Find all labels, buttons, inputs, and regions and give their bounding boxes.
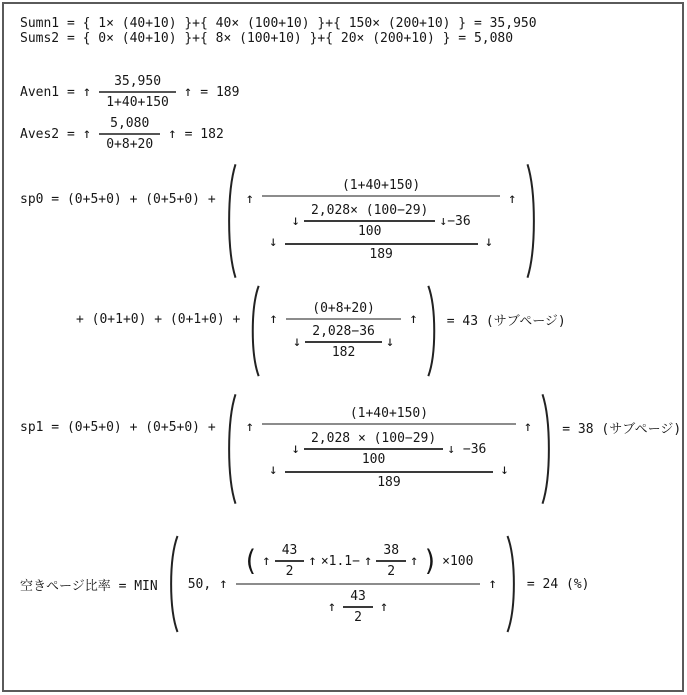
floor-open-icon: ↓ bbox=[269, 233, 278, 250]
sp0-lhs: sp0 = (0+5+0) + (0+5+0) + bbox=[20, 191, 216, 207]
fraction-denominator: 2 bbox=[387, 564, 396, 579]
ceiling-close-icon: ↑ bbox=[488, 576, 497, 592]
fraction-numerator bbox=[285, 199, 478, 243]
fraction-numerator bbox=[285, 427, 494, 471]
sums2-line: Sums2 = { 0× (40+10) }+{ 8× (100+10) }+{ 20× (200+10) } = 5,080 bbox=[20, 31, 514, 46]
ceiling-open-icon: ↑ bbox=[363, 553, 373, 569]
fraction-denominator bbox=[262, 425, 516, 494]
left-paren bbox=[166, 534, 180, 634]
sp0-big-fraction bbox=[262, 176, 500, 266]
half-fraction-38 bbox=[376, 541, 406, 581]
floor-close-minus: ↓ −36 bbox=[447, 441, 487, 457]
fraction-denominator: 0+8+20 bbox=[106, 137, 154, 152]
sumn1-line: Sumn1 = { 1× (40+10) }+{ 40× (100+10) }+{ 150× (200+10) } = 35,950 bbox=[20, 16, 537, 31]
right-paren bbox=[525, 162, 539, 280]
ratio-middle-operator: ×1.1− bbox=[320, 553, 360, 569]
ceiling-open-icon: ↑ bbox=[245, 419, 255, 435]
sp1-mid-fraction bbox=[285, 427, 494, 492]
fraction-denominator: 100 bbox=[357, 224, 382, 239]
aven1-formula bbox=[20, 72, 672, 112]
inner-fraction bbox=[305, 322, 382, 362]
aves2-lhs: Aves2 = bbox=[20, 126, 75, 142]
floor-open-icon: ↓ bbox=[291, 213, 300, 229]
fraction-numerator: 2,028 × (100−29) bbox=[310, 431, 437, 446]
aven1-result: = 189 bbox=[200, 84, 240, 100]
fraction-denominator: 182 bbox=[331, 344, 356, 360]
half-fraction-43 bbox=[275, 541, 305, 581]
sp1-lhs: sp1 = (0+5+0) + (0+5+0) + bbox=[20, 419, 216, 435]
sp0-mid-fraction bbox=[285, 199, 478, 264]
fraction-denominator: 2 bbox=[354, 610, 362, 625]
sp0-cont-fraction bbox=[286, 299, 402, 364]
sp1-inner-fraction bbox=[304, 429, 443, 469]
aves2-result: = 182 bbox=[184, 126, 224, 142]
ceiling-open-icon: ↑ bbox=[262, 553, 271, 569]
times-100: ×100 bbox=[442, 553, 474, 569]
ceiling-open-icon: ↑ bbox=[327, 599, 337, 615]
fraction-numerator bbox=[236, 539, 481, 583]
ratio-big-fraction bbox=[236, 539, 481, 629]
sp0-formula bbox=[20, 162, 672, 280]
ratio-result: = 24 (%) bbox=[526, 576, 590, 592]
floor-close-icon: ↓ bbox=[500, 461, 509, 478]
left-paren bbox=[224, 392, 238, 506]
aven1-fraction bbox=[99, 72, 176, 112]
floor-close-minus: ↓−36 bbox=[439, 213, 471, 229]
ceiling-close-icon: ↑ bbox=[379, 599, 389, 615]
group-open-paren: ( bbox=[242, 544, 259, 578]
sp0-continuation-formula bbox=[76, 284, 672, 378]
aven1-lhs: Aven1 = bbox=[20, 84, 75, 100]
floor-close-icon: ↓ bbox=[484, 233, 494, 250]
fraction-numerator: (1+40+150) bbox=[349, 406, 429, 421]
fraction-numerator: 43 bbox=[350, 589, 366, 604]
fraction-denominator: 189 bbox=[369, 247, 393, 262]
ceiling-open-icon: ↑ bbox=[219, 576, 228, 592]
sp0-cont-lhs: + (0+1+0) + (0+1+0) + bbox=[76, 311, 241, 327]
ceiling-close-icon: ↑ bbox=[168, 126, 177, 142]
ceiling-open-icon: ↑ bbox=[82, 126, 92, 142]
fraction-numerator: 2,028× (100−29) bbox=[310, 203, 429, 218]
aves2-formula bbox=[20, 114, 672, 154]
ceiling-close-icon: ↑ bbox=[508, 191, 517, 207]
fraction-numerator: 43 bbox=[281, 543, 298, 558]
ceiling-close-icon: ↑ bbox=[523, 419, 533, 435]
fraction-numerator: (0+8+20) bbox=[312, 300, 375, 316]
half-fraction-43-den bbox=[343, 587, 373, 627]
right-paren bbox=[505, 534, 519, 634]
fraction-denominator bbox=[286, 320, 402, 364]
right-paren bbox=[426, 284, 439, 378]
fraction-denominator bbox=[262, 197, 500, 266]
ceiling-close-icon: ↑ bbox=[409, 311, 418, 327]
ceiling-close-icon: ↑ bbox=[410, 553, 419, 569]
fraction-numerator: 5,080 bbox=[110, 116, 150, 131]
empty-page-ratio-formula bbox=[20, 534, 672, 634]
ratio-lhs: 空きページ比率 = MIN bbox=[20, 578, 158, 594]
ceiling-open-icon: ↑ bbox=[245, 191, 255, 207]
document-page bbox=[2, 2, 684, 692]
ceiling-close-icon: ↑ bbox=[183, 84, 193, 100]
fraction-numerator: (1+40+150) bbox=[341, 178, 421, 193]
floor-open-icon: ↓ bbox=[292, 333, 302, 350]
floor-close-icon: ↓ bbox=[385, 333, 395, 350]
left-paren bbox=[248, 284, 261, 378]
aves2-fraction bbox=[99, 114, 160, 154]
ceiling-open-icon: ↑ bbox=[82, 84, 92, 100]
right-paren bbox=[540, 392, 554, 506]
fraction-denominator: 1+40+150 bbox=[106, 95, 169, 110]
fraction-numerator: 35,950 bbox=[114, 74, 162, 89]
fraction-denominator bbox=[321, 585, 396, 629]
fraction-numerator: 2,028−36 bbox=[312, 323, 375, 339]
sp1-result: = 38 (サブページ) bbox=[562, 421, 682, 437]
group-close-paren: ) bbox=[422, 544, 439, 578]
min-first-arg: 50, bbox=[187, 576, 212, 592]
fraction-numerator: 38 bbox=[383, 543, 400, 558]
floor-open-icon: ↓ bbox=[291, 441, 300, 457]
floor-open-icon: ↓ bbox=[269, 461, 278, 478]
sp0-inner-fraction bbox=[304, 201, 435, 241]
fraction-denominator: 189 bbox=[377, 475, 401, 490]
ceiling-open-icon: ↑ bbox=[269, 311, 278, 327]
sp1-formula bbox=[20, 392, 682, 506]
ceiling-close-icon: ↑ bbox=[308, 553, 317, 569]
fraction-denominator: 100 bbox=[361, 452, 386, 467]
left-paren bbox=[224, 162, 238, 280]
sp1-big-fraction bbox=[262, 404, 516, 494]
fraction-denominator: 2 bbox=[285, 564, 294, 579]
sp0-result: = 43 (サブページ) bbox=[446, 313, 566, 329]
